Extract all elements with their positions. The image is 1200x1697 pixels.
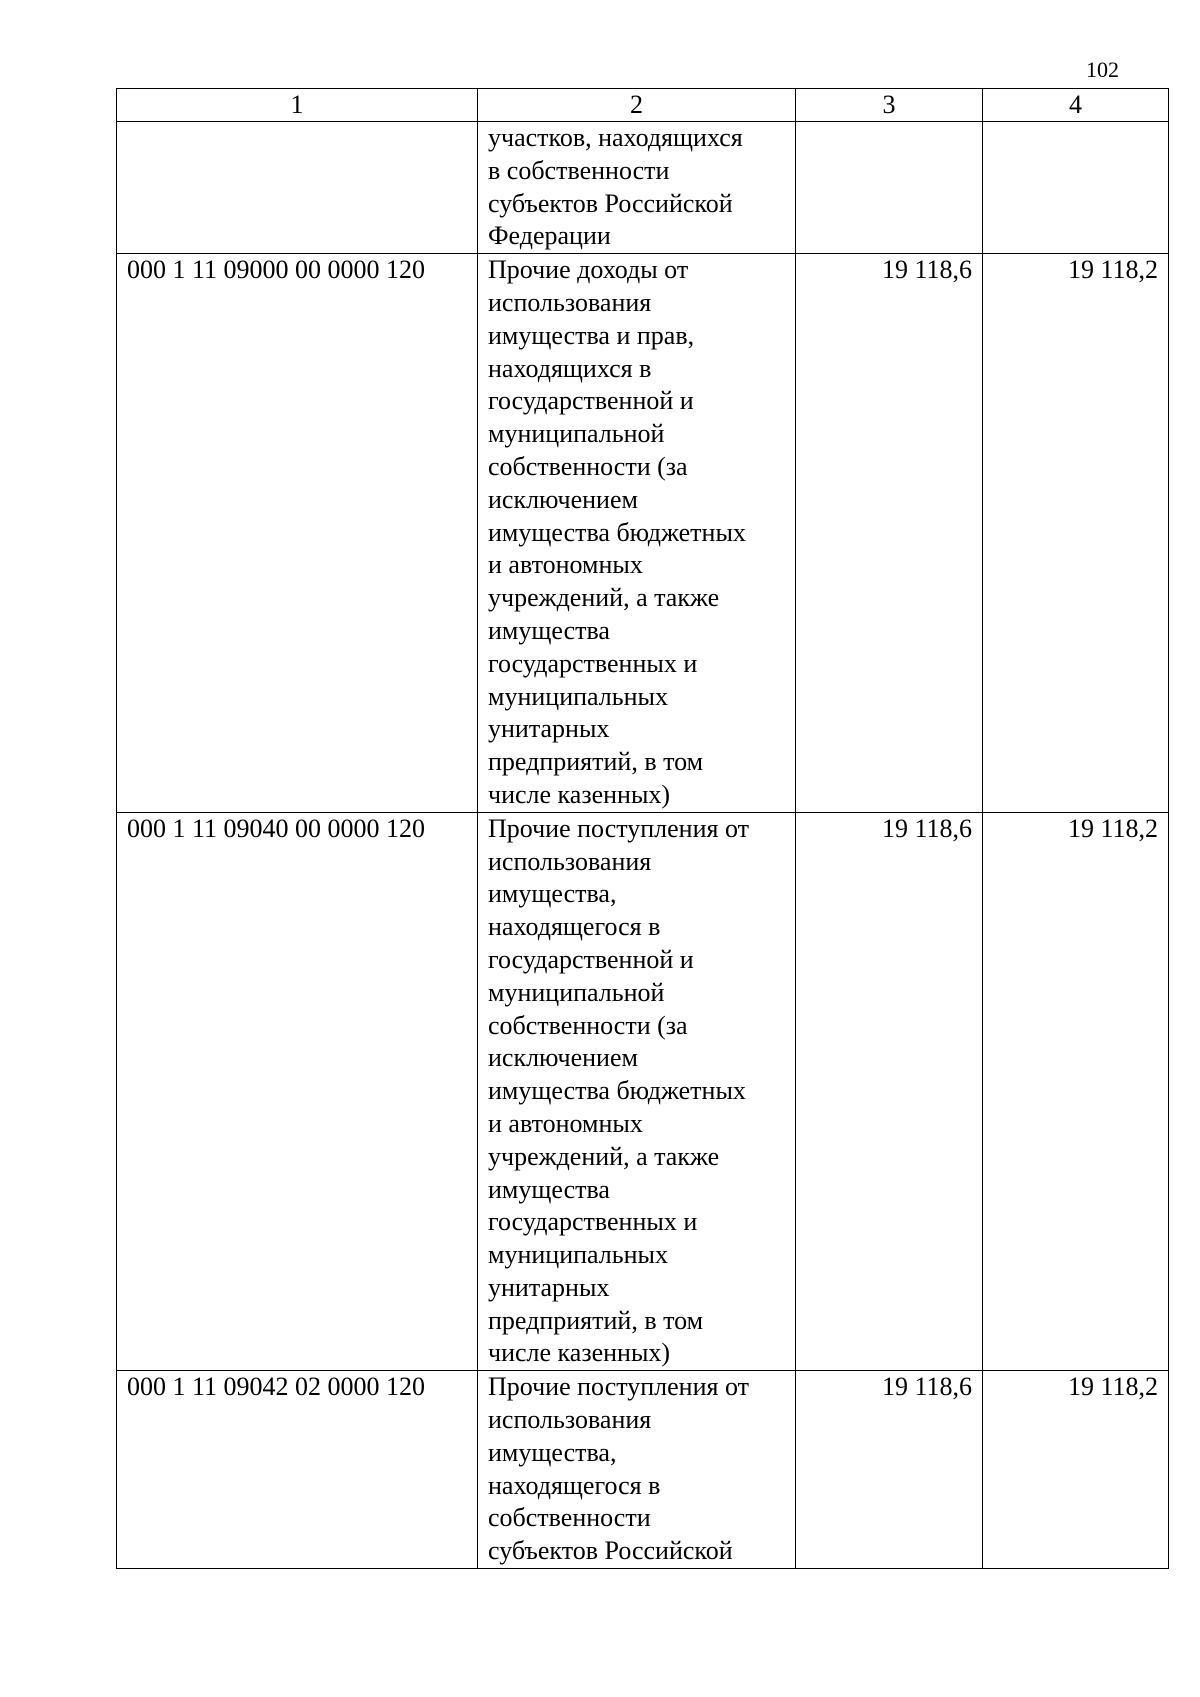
header-col-4: 4 (983, 89, 1169, 122)
row-code: 000 1 11 09040 00 0000 120 (117, 812, 478, 1371)
table-row (117, 1371, 1169, 1569)
table-header-row (117, 89, 1169, 122)
table-row (117, 812, 1169, 1371)
row-description: Прочие поступления от использования имущества, находящегося в собственности субъектов Российской (478, 1371, 796, 1569)
row-description: Прочие доходы от использования имущества и прав, находящихся в государственной и муниципальной собственности (за исключением имущества бюджетных и автономных учреждений, а также имущества государственных и муниципальных унитарных предприятий, в том числе казенных) (478, 254, 796, 813)
header-col-3: 3 (796, 89, 983, 122)
row-value-col3 (796, 122, 983, 254)
table-row (117, 122, 1169, 254)
page-number: 102 (1086, 57, 1119, 82)
row-value-col4 (983, 122, 1169, 254)
row-value-col3: 19 118,6 (796, 1371, 983, 1569)
row-code (117, 122, 478, 254)
table-row (117, 254, 1169, 813)
header-col-1: 1 (117, 89, 478, 122)
row-value-col3: 19 118,6 (796, 812, 983, 1371)
row-code: 000 1 11 09042 02 0000 120 (117, 1371, 478, 1569)
row-value-col4: 19 118,2 (983, 812, 1169, 1371)
row-description: Прочие поступления от использования имущества, находящегося в государственной и муниципальной собственности (за исключением имущества бюджетных и автономных учреждений, а также имущества государственных и муниципальных унитарных предприятий, в том числе казенных) (478, 812, 796, 1371)
budget-table (116, 88, 1169, 1569)
row-value-col3: 19 118,6 (796, 254, 983, 813)
row-code: 000 1 11 09000 00 0000 120 (117, 254, 478, 813)
row-value-col4: 19 118,2 (983, 1371, 1169, 1569)
row-value-col4: 19 118,2 (983, 254, 1169, 813)
header-col-2: 2 (478, 89, 796, 122)
row-description: участков, находящихся в собственности субъектов Российской Федерации (478, 122, 796, 254)
